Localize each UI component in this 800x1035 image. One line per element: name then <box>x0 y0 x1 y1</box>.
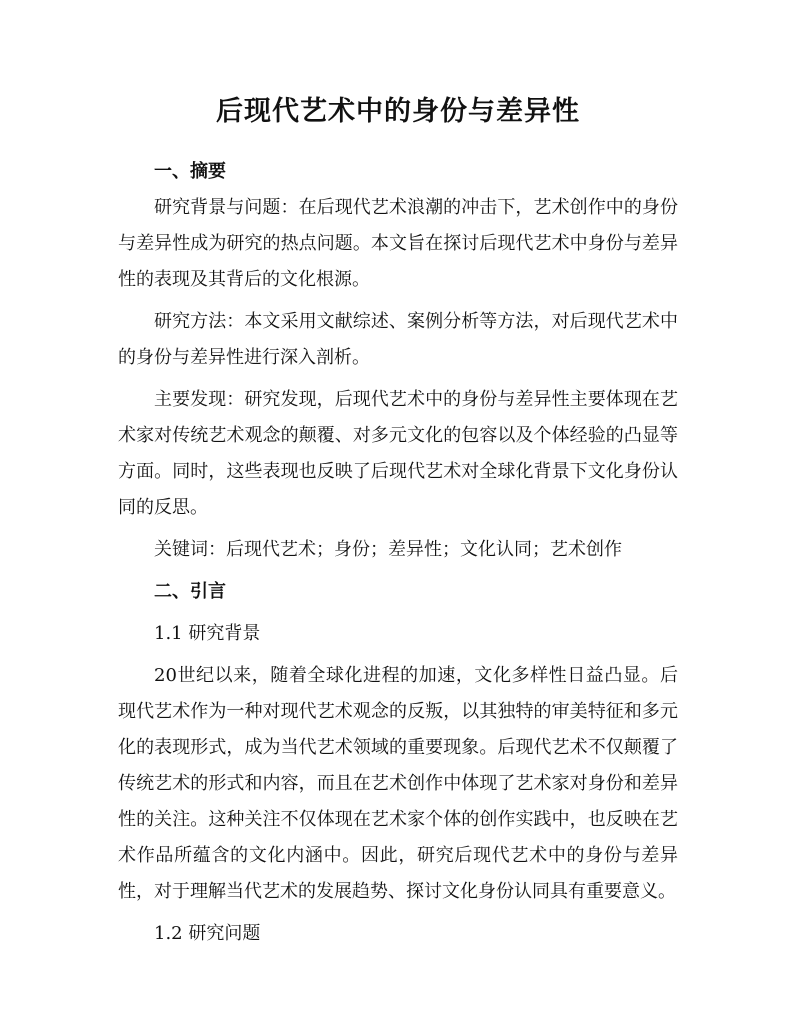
section-1-1-title: 1.1 研究背景 <box>154 623 261 644</box>
section-1-2-title: 1.2 研究问题 <box>154 923 261 944</box>
introduction-heading: 二、引言 <box>154 581 226 602</box>
section-1-1-paragraph: 20世纪以来，随着全球化进程的加速，文化多样性日益凸显。后现代艺术作为一种对现代艺术观念的反叛，以其独特的审美特征和多元化的表现形式，成为当代艺术领域的重要现象。后现代艺术不仅颠覆了传统艺术的形式和内容，而且在艺术创作中体现了艺术家对身份和差异性的关注。这种关注不仅体现在艺术家个体的创作实践中，也反映在艺术作品所蕴含的文化内涵中。因此，研究后现代艺术中的身份与差异性，对于理解当代艺术的发展趋势、探讨文化身份认同具有重要意义。 <box>118 665 678 902</box>
abstract-findings-paragraph: 主要发现：研究发现，后现代艺术中的身份与差异性主要体现在艺术家对传统艺术观念的颠覆、对多元文化的包容以及个体经验的凸显等方面。同时，这些表现也反映了后现代艺术对全球化背景下文化身份认同的反思。 <box>118 389 678 518</box>
abstract-background-paragraph: 研究背景与问题：在后现代艺术浪潮的冲击下，艺术创作中的身份与差异性成为研究的热点问题。本文旨在探讨后现代艺术中身份与差异性的表现及其背后的文化根源。 <box>118 197 678 290</box>
document-title: 后现代艺术中的身份与差异性 <box>216 96 580 127</box>
abstract-heading: 一、摘要 <box>154 161 226 182</box>
abstract-keywords: 关键词：后现代艺术；身份；差异性；文化认同；艺术创作 <box>154 539 622 560</box>
document-page <box>118 92 678 952</box>
abstract-methods-paragraph: 研究方法：本文采用文献综述、案例分析等方法，对后现代艺术中的身份与差异性进行深入剖析。 <box>118 311 678 368</box>
